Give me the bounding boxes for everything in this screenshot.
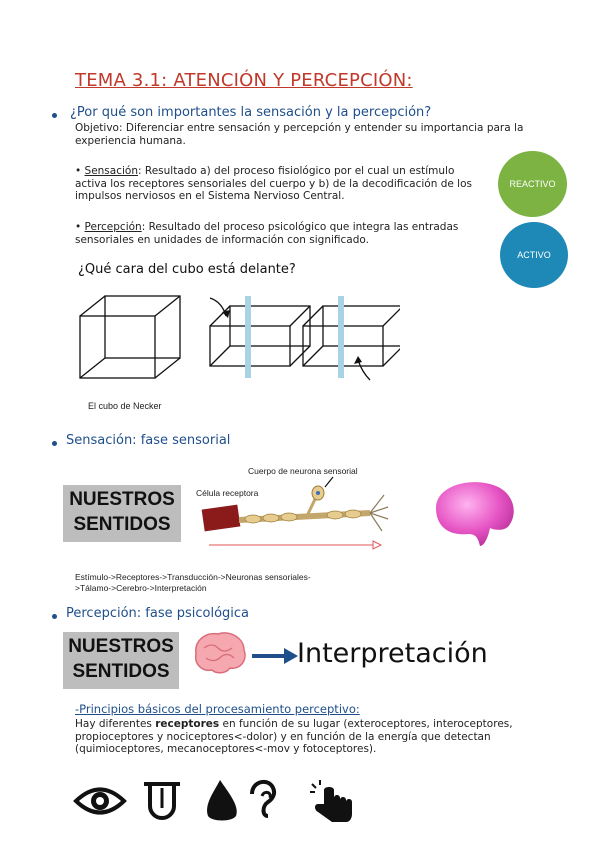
paragraph-part: Hay diferentes: [75, 718, 156, 730]
section1-heading: ¿Por qué son importantes la sensación y la percepción?: [70, 105, 432, 120]
ear-icon: [252, 782, 274, 816]
percepcion-term: Percepción: [84, 221, 142, 233]
brain-icon: [190, 628, 250, 678]
eye-icon: [76, 790, 124, 813]
principles-heading: -Principios básicos del procesamiento perceptivo:: [75, 702, 360, 716]
necker-cube-3: [303, 306, 400, 366]
receptors-paragraph: [75, 718, 545, 756]
receptor-cell: [202, 505, 241, 532]
activo-badge: ACTIVO: [500, 222, 568, 288]
paragraph-part: en función de su lugar (exteroceptores, interoceptores, propioceptores y nociceptores<-dolor) y en función de la energía que detectan (quimioceptores, mecanoceptores<-mov y fotoceptores).: [75, 718, 513, 755]
reactivo-badge: REACTIVO: [498, 151, 567, 217]
cube-question: ¿Qué cara del cubo está delante?: [78, 262, 296, 277]
percepcion-text: : Resultado del proceso psicológico que integra las entradas sensoriales en unidades de información con significado.: [75, 221, 459, 246]
bullet-dot: [52, 614, 57, 619]
sensacion-definition: • Sensación: Resultado a) del proceso fisiológico por el cual un estímulo activa los receptores sensoriales del cuerpo y b) de la decodificación de los impulsos nerviosos en el Sistema Nervioso Central.: [75, 165, 472, 202]
sensacion-term: Sensación: [84, 165, 138, 177]
arrow-right-icon: [250, 645, 300, 667]
touch-icon: [310, 780, 352, 822]
sense-icons-row: [72, 776, 372, 826]
senses-box: NUESTROS SENTIDOS: [63, 485, 181, 542]
section2-heading: Sensación: fase sensorial: [66, 433, 231, 448]
percepcion-definition: • Percepción: Resultado del proceso psicológico que integra las entradas sensoriales en unidades de información con significado.: [75, 221, 459, 246]
bullet-dot: [52, 113, 57, 118]
cube-caption: El cubo de Necker: [88, 401, 162, 411]
bullet-dot: [52, 441, 57, 446]
blue-bar: [338, 296, 344, 378]
arrow-icon: [358, 360, 370, 380]
interpretation-label: Interpretación: [297, 638, 488, 669]
receptores-bold: receptores: [155, 718, 220, 730]
necker-cubes: [70, 288, 400, 388]
blue-bar: [245, 296, 251, 378]
section3-heading: Percepción: fase psicológica: [66, 606, 250, 621]
page-title: TEMA 3.1: ATENCIÓN Y PERCEPCIÓN:: [75, 70, 413, 91]
nose-icon: [207, 780, 237, 821]
neuron-label: Cuerpo de neurona sensorial: [248, 466, 358, 476]
axon-terminals: [370, 495, 388, 531]
necker-cube-1: [80, 296, 180, 378]
sensacion-text: : Resultado a) del proceso fisiológico por el cual un estímulo activa los receptores sensoriales del cuerpo y b) de la decodificación de los impulsos nerviosos en el Sistema Nervioso Central.: [75, 165, 472, 202]
brain-3d-image: [428, 478, 520, 548]
tongue-icon: [144, 784, 180, 818]
neuron-diagram: [195, 475, 395, 555]
sensory-chain: Estímulo->Receptores->Transducción->Neuronas sensoriales->Tálamo->Cerebro->Interpretación: [75, 572, 311, 593]
senses-box-2: NUESTROS SENTIDOS: [63, 632, 179, 689]
objective-text: Objetivo: Diferenciar entre sensación y percepción y entender su importancia para la experiencia humana.: [75, 122, 524, 147]
receptor-label: Célula receptora: [196, 488, 259, 498]
